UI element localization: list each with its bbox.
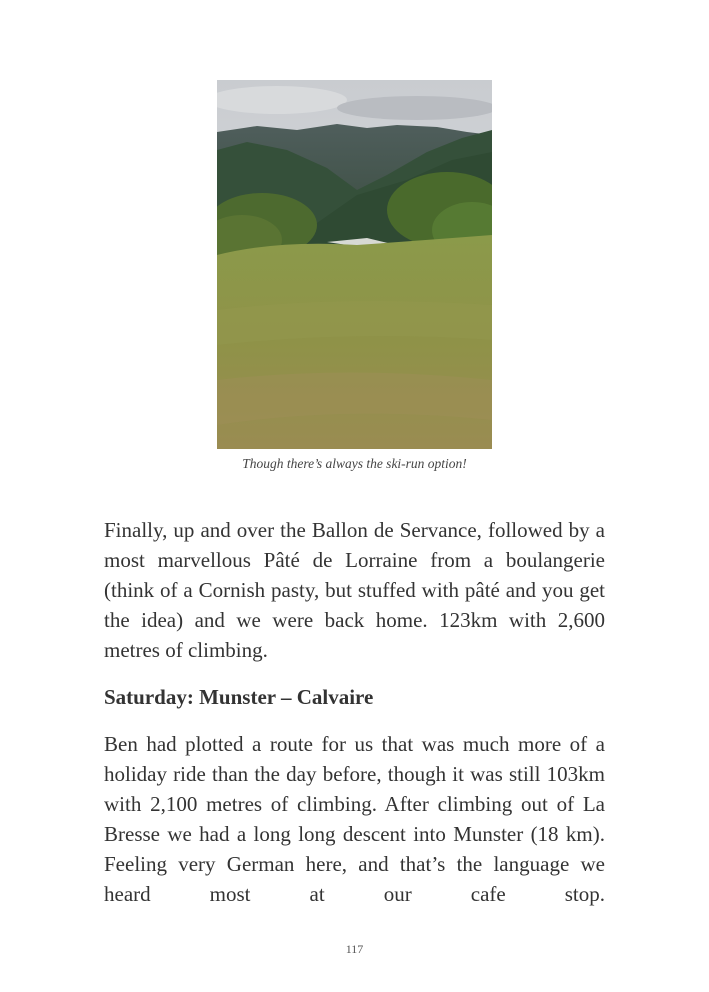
photo-illustration — [217, 80, 492, 449]
photo-caption: Though there’s always the ski-run option! — [242, 456, 467, 471]
body-paragraph-1: Finally, up and over the Ballon de Servance, followed by a most marvellous Pâté de Lorraine from a boulangerie (think of a Cornish pasty, but stuffed with pâté and you get the idea) and we were back home. 123km with 2,600 metres of climbing. — [104, 518, 605, 662]
body-paragraph-2: Ben had plotted a route for us that was much more of a holiday ride than the day before, though it was still 103km with 2,100 metres of climbing. After climbing out of La Bresse we had a long long descent into Munster (18 km). Feeling very German here, and that’s the language we heard most at our cafe stop. — [104, 732, 605, 906]
page-number: 117 — [345, 942, 364, 956]
landscape-photo — [217, 80, 492, 449]
section-heading: Saturday: Munster – Calvaire — [104, 685, 374, 709]
